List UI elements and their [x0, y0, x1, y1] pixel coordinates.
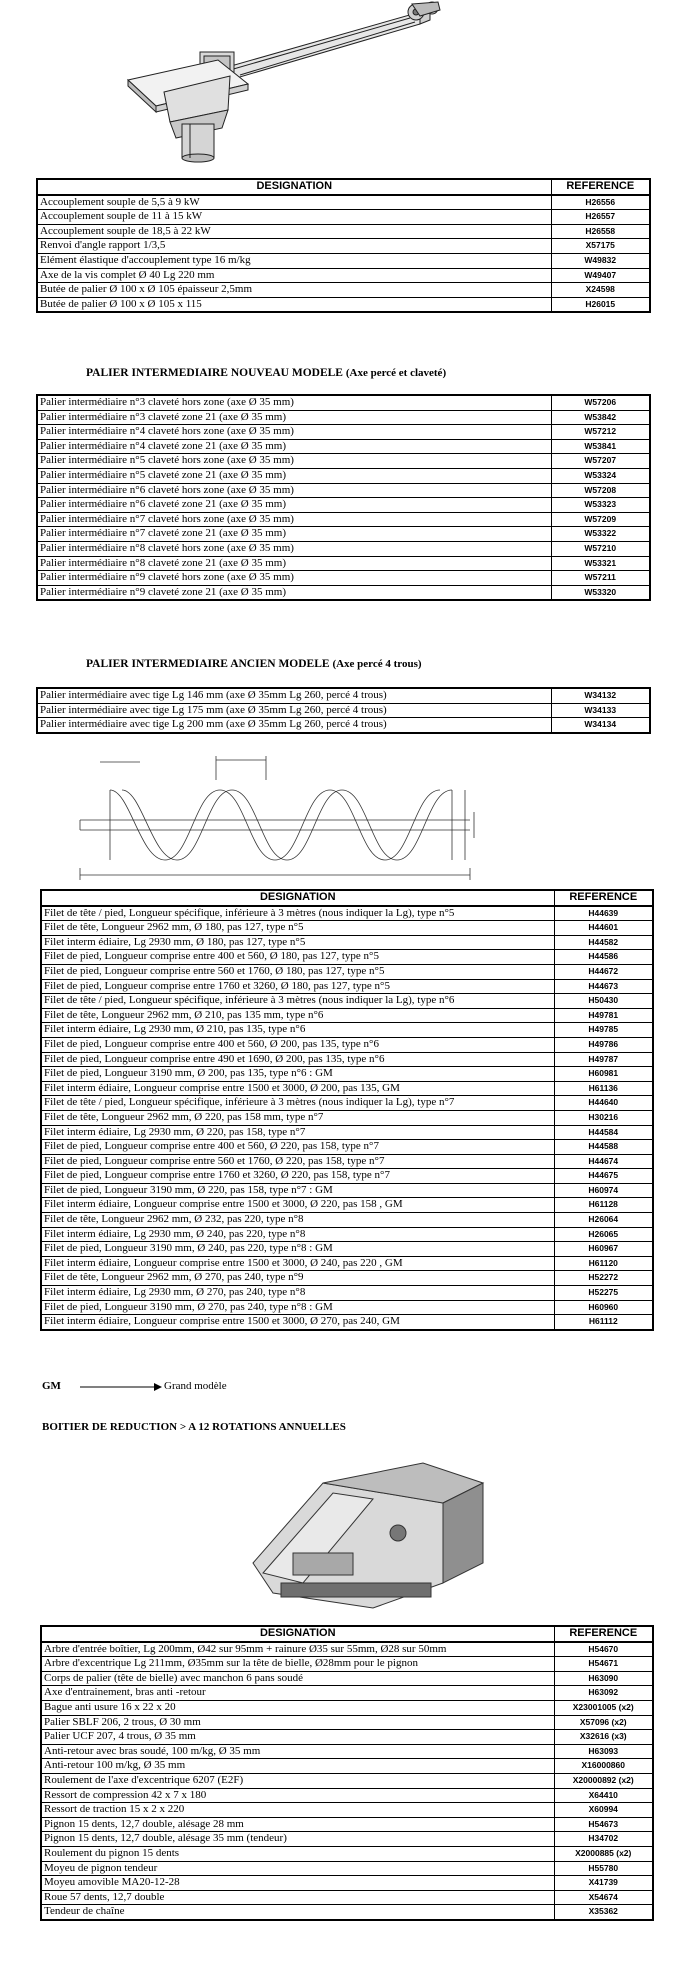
table-row: [37, 224, 650, 239]
designation-cell: Roulement du pignon 15 dents: [41, 1846, 554, 1861]
gm-meaning: Grand modèle: [164, 1380, 227, 1392]
reference-cell: H54670: [554, 1642, 653, 1657]
table-row: [41, 1832, 653, 1847]
table-row: [37, 688, 650, 703]
designation-cell: Filet de pied, Longueur 3190 mm, Ø 220, pas 158, type n°7 : GM: [41, 1183, 554, 1198]
designation-cell: Filet de tête, Longueur 2962 mm, Ø 270, pas 240, type n°9: [41, 1271, 554, 1286]
reference-header: REFERENCE: [554, 1626, 653, 1642]
reference-cell: H60981: [554, 1067, 653, 1082]
reference-cell: X41739: [554, 1876, 653, 1891]
table-row: [41, 1905, 653, 1920]
designation-cell: Pignon 15 dents, 12,7 double, alésage 35 mm (tendeur): [41, 1832, 554, 1847]
table-header-row: [41, 890, 653, 906]
designation-cell: Butée de palier Ø 100 x Ø 105 épaisseur 2,5mm: [37, 283, 551, 298]
reference-cell: H44582: [554, 935, 653, 950]
reference-cell: H60967: [554, 1242, 653, 1257]
reference-cell: H44673: [554, 979, 653, 994]
table-row: [37, 410, 650, 425]
reference-cell: X64410: [554, 1788, 653, 1803]
reference-cell: X57096 (x2): [554, 1715, 653, 1730]
designation-cell: Filet interm édiaire, Lg 2930 mm, Ø 220, pas 158, type n°7: [41, 1125, 554, 1140]
reference-cell: H34702: [554, 1832, 653, 1847]
table-row: [41, 1140, 653, 1155]
designation-cell: Palier intermédiaire avec tige Lg 200 mm (axe Ø 35mm Lg 260, percé 4 trous): [37, 718, 551, 733]
table-row: [41, 1008, 653, 1023]
table-row: [37, 454, 650, 469]
reference-cell: W49832: [551, 253, 650, 268]
reference-cell: W57208: [551, 483, 650, 498]
reference-cell: H60974: [554, 1183, 653, 1198]
designation-cell: Filet de tête / pied, Longueur spécifique, inférieure à 3 mètres (nous indiquer la Lg), type n°5: [41, 906, 554, 921]
table-row: [37, 253, 650, 268]
table-row: [41, 1242, 653, 1257]
designation-cell: Accouplement souple de 5,5 à 9 kW: [37, 195, 551, 210]
reference-cell: H63092: [554, 1686, 653, 1701]
table-row: [41, 1227, 653, 1242]
table-row: [41, 1154, 653, 1169]
designation-cell: Filet de tête, Longueur 2962 mm, Ø 210, pas 135 mm, type n°6: [41, 1008, 554, 1023]
section-title-new-model: [86, 367, 446, 379]
table-row: [37, 468, 650, 483]
reference-cell: H49786: [554, 1037, 653, 1052]
table-row: [41, 906, 653, 921]
reference-cell: H50430: [554, 994, 653, 1009]
gearbox-parts-table: [40, 1625, 654, 1921]
table-row: [41, 1096, 653, 1111]
designation-cell: Roue 57 dents, 12,7 double: [41, 1890, 554, 1905]
table-row: [37, 703, 650, 718]
table-row: [41, 1817, 653, 1832]
reference-cell: H52275: [554, 1286, 653, 1301]
designation-cell: Filet de tête, Longueur 2962 mm, Ø 180, pas 127, type n°5: [41, 921, 554, 936]
reference-cell: W57211: [551, 571, 650, 586]
table-row: [37, 585, 650, 600]
reference-cell: W53323: [551, 498, 650, 513]
reference-cell: W34132: [551, 688, 650, 703]
designation-cell: Palier intermédiaire avec tige Lg 146 mm (axe Ø 35mm Lg 260, percé 4 trous): [37, 688, 551, 703]
designation-cell: Ressort de traction 15 x 2 x 220: [41, 1803, 554, 1818]
reference-cell: W49407: [551, 268, 650, 283]
designation-cell: Palier intermédiaire n°3 claveté zone 21 (axe Ø 35 mm): [37, 410, 551, 425]
table-row: [41, 1788, 653, 1803]
reference-cell: X60994: [554, 1803, 653, 1818]
reference-cell: X2000885 (x2): [554, 1846, 653, 1861]
table-row: [41, 1256, 653, 1271]
table-row: [37, 210, 650, 225]
table-row: [41, 1657, 653, 1672]
screw-flights-table: [40, 889, 654, 1331]
section-title-text: PALIER INTERMEDIAIRE NOUVEAU MODELE: [86, 367, 343, 379]
reference-cell: X24598: [551, 283, 650, 298]
designation-cell: Filet de pied, Longueur comprise entre 1760 et 3260, Ø 180, pas 127, type n°5: [41, 979, 554, 994]
designation-cell: Filet de tête / pied, Longueur spécifique, inférieure à 3 mètres (nous indiquer la Lg), type n°6: [41, 994, 554, 1009]
table-row: [37, 512, 650, 527]
reference-cell: H49787: [554, 1052, 653, 1067]
designation-header: DESIGNATION: [41, 1626, 554, 1642]
table-row: [41, 950, 653, 965]
table-row: [41, 994, 653, 1009]
table-row: [41, 1671, 653, 1686]
reference-cell: W53841: [551, 439, 650, 454]
reference-cell: X23001005 (x2): [554, 1700, 653, 1715]
table-row: [41, 1081, 653, 1096]
reference-cell: X57175: [551, 239, 650, 254]
designation-cell: Palier intermédiaire n°6 claveté zone 21 (axe Ø 35 mm): [37, 498, 551, 513]
section-title-text: BOITIER DE REDUCTION > A 12 ROTATIONS ANNUELLES: [42, 1421, 346, 1433]
designation-cell: Moyeu de pignon tendeur: [41, 1861, 554, 1876]
reference-cell: H54673: [554, 1817, 653, 1832]
designation-cell: Moyeu amovible MA20-12-28: [41, 1876, 554, 1891]
table-row: [37, 556, 650, 571]
reference-cell: H44584: [554, 1125, 653, 1140]
designation-cell: Ressort de compression 42 x 7 x 180: [41, 1788, 554, 1803]
reference-cell: H26556: [551, 195, 650, 210]
table-row: [41, 1169, 653, 1184]
table-row: [41, 1759, 653, 1774]
table-row: [41, 1037, 653, 1052]
designation-cell: Filet de pied, Longueur 3190 mm, Ø 270, pas 240, type n°8 : GM: [41, 1300, 554, 1315]
designation-cell: Corps de palier (tête de bielle) avec manchon 6 pans soudé: [41, 1671, 554, 1686]
reference-cell: H61112: [554, 1315, 653, 1330]
designation-cell: Accouplement souple de 18,5 à 22 kW: [37, 224, 551, 239]
reference-cell: W57210: [551, 541, 650, 556]
designation-cell: Palier intermédiaire n°9 claveté zone 21 (axe Ø 35 mm): [37, 585, 551, 600]
reference-cell: W57206: [551, 395, 650, 410]
reference-cell: H52272: [554, 1271, 653, 1286]
table-row: [41, 1271, 653, 1286]
reference-cell: H49781: [554, 1008, 653, 1023]
table-row: [41, 1803, 653, 1818]
designation-cell: Palier intermédiaire n°4 claveté hors zone (axe Ø 35 mm): [37, 425, 551, 440]
reference-cell: H44639: [554, 906, 653, 921]
table-row: [37, 283, 650, 298]
designation-cell: Elément élastique d'accouplement type 16 m/kg: [37, 253, 551, 268]
reference-cell: X20000892 (x2): [554, 1773, 653, 1788]
designation-cell: Anti-retour avec bras soudé, 100 m/kg, Ø 35 mm: [41, 1744, 554, 1759]
table-row: [41, 1686, 653, 1701]
designation-cell: Palier intermédiaire n°8 claveté hors zone (axe Ø 35 mm): [37, 541, 551, 556]
designation-cell: Accouplement souple de 11 à 15 kW: [37, 210, 551, 225]
designation-cell: Anti-retour 100 m/kg, Ø 35 mm: [41, 1759, 554, 1774]
table-row: [37, 268, 650, 283]
reference-cell: W53320: [551, 585, 650, 600]
designation-cell: Arbre d'entrée boîtier, Lg 200mm, Ø42 sur 95mm + rainure Ø35 sur 55mm, Ø28 sur 50mm: [41, 1642, 554, 1657]
table-row: [41, 1642, 653, 1657]
table-row: [41, 1023, 653, 1038]
designation-cell: Palier SBLF 206, 2 trous, Ø 30 mm: [41, 1715, 554, 1730]
table-row: [37, 297, 650, 312]
table-row: [41, 1300, 653, 1315]
table-row: [41, 1213, 653, 1228]
intermediate-bearing-new-table: [36, 394, 651, 601]
section-subtitle-text: (Axe percé 4 trous): [332, 658, 422, 670]
designation-header: DESIGNATION: [37, 179, 551, 195]
table-row: [37, 498, 650, 513]
designation-cell: Axe d'entrainement, bras anti -retour: [41, 1686, 554, 1701]
section-title-gearbox: [42, 1421, 346, 1433]
table-row: [41, 1700, 653, 1715]
designation-cell: Filet de pied, Longueur comprise entre 400 et 560, Ø 200, pas 135, type n°6: [41, 1037, 554, 1052]
section-title-text: PALIER INTERMEDIAIRE ANCIEN MODELE: [86, 658, 330, 670]
designation-cell: Palier intermédiaire n°7 claveté hors zone (axe Ø 35 mm): [37, 512, 551, 527]
reference-cell: H55780: [554, 1861, 653, 1876]
table-row: [37, 483, 650, 498]
designation-cell: Filet de pied, Longueur comprise entre 400 et 560, Ø 180, pas 127, type n°5: [41, 950, 554, 965]
table-row: [41, 1067, 653, 1082]
designation-cell: Filet de pied, Longueur comprise entre 560 et 1760, Ø 220, pas 158, type n°7: [41, 1154, 554, 1169]
table-row: [37, 395, 650, 410]
reference-cell: H26557: [551, 210, 650, 225]
designation-cell: Butée de palier Ø 100 x Ø 105 x 115: [37, 297, 551, 312]
table-row: [41, 1876, 653, 1891]
reference-header: REFERENCE: [554, 890, 653, 906]
designation-cell: Filet de pied, Longueur 3190 mm, Ø 200, pas 135, type n°6 : GM: [41, 1067, 554, 1082]
designation-cell: Filet de tête, Longueur 2962 mm, Ø 220, pas 158 mm, type n°7: [41, 1110, 554, 1125]
designation-cell: Palier intermédiaire n°3 claveté hors zone (axe Ø 35 mm): [37, 395, 551, 410]
reference-cell: W57212: [551, 425, 650, 440]
table-row: [41, 1744, 653, 1759]
reference-cell: H44674: [554, 1154, 653, 1169]
intermediate-bearing-old-table: [36, 687, 651, 734]
designation-cell: Renvoi d'angle rapport 1/3,5: [37, 239, 551, 254]
table-row: [41, 1286, 653, 1301]
designation-cell: Palier intermédiaire n°4 claveté zone 21 (axe Ø 35 mm): [37, 439, 551, 454]
reference-cell: H26065: [554, 1227, 653, 1242]
designation-cell: Filet interm édiaire, Lg 2930 mm, Ø 270, pas 240, type n°8: [41, 1286, 554, 1301]
table-row: [37, 425, 650, 440]
designation-cell: Bague anti usure 16 x 22 x 20: [41, 1700, 554, 1715]
reference-header: REFERENCE: [551, 179, 650, 195]
table-row: [41, 1183, 653, 1198]
gm-legend: [42, 1380, 242, 1396]
designation-cell: Filet de pied, Longueur 3190 mm, Ø 240, pas 220, type n°8 : GM: [41, 1242, 554, 1257]
table-row: [41, 979, 653, 994]
table-row: [41, 1315, 653, 1330]
designation-cell: Palier intermédiaire n°9 claveté hors zone (axe Ø 35 mm): [37, 571, 551, 586]
table-row: [41, 1198, 653, 1213]
designation-cell: Filet interm édiaire, Longueur comprise entre 1500 et 3000, Ø 220, pas 158 , GM: [41, 1198, 554, 1213]
table-row: [37, 718, 650, 733]
reference-cell: H44640: [554, 1096, 653, 1111]
table-row: [37, 439, 650, 454]
designation-cell: Filet de pied, Longueur comprise entre 1760 et 3260, Ø 220, pas 158, type n°7: [41, 1169, 554, 1184]
reference-cell: H60960: [554, 1300, 653, 1315]
designation-cell: Filet de pied, Longueur comprise entre 490 et 1690, Ø 200, pas 135, type n°6: [41, 1052, 554, 1067]
designation-cell: Filet de tête, Longueur 2962 mm, Ø 232, pas 220, type n°8: [41, 1213, 554, 1228]
table-header-row: [41, 1626, 653, 1642]
accessories-table: [36, 178, 651, 313]
table-header-row: [37, 179, 650, 195]
reference-cell: W53842: [551, 410, 650, 425]
designation-cell: Filet interm édiaire, Lg 2930 mm, Ø 210, pas 135, type n°6: [41, 1023, 554, 1038]
table-row: [41, 921, 653, 936]
table-row: [41, 935, 653, 950]
designation-cell: Tendeur de chaîne: [41, 1905, 554, 1920]
reference-cell: W57209: [551, 512, 650, 527]
reference-cell: X35362: [554, 1905, 653, 1920]
reference-cell: H63090: [554, 1671, 653, 1686]
table-row: [41, 1773, 653, 1788]
designation-cell: Filet de tête / pied, Longueur spécifique, inférieure à 3 mètres (nous indiquer la Lg), type n°7: [41, 1096, 554, 1111]
arrow-right-icon: [80, 1382, 162, 1392]
designation-cell: Palier intermédiaire n°5 claveté zone 21 (axe Ø 35 mm): [37, 468, 551, 483]
reference-cell: X54674: [554, 1890, 653, 1905]
designation-cell: Filet interm édiaire, Lg 2930 mm, Ø 240, pas 220, type n°8: [41, 1227, 554, 1242]
reference-cell: H26015: [551, 297, 650, 312]
designation-cell: Filet interm édiaire, Longueur comprise entre 1500 et 3000, Ø 270, pas 240, GM: [41, 1315, 554, 1330]
reference-cell: W57207: [551, 454, 650, 469]
reference-cell: W53322: [551, 527, 650, 542]
reference-cell: H61128: [554, 1198, 653, 1213]
table-row: [41, 1890, 653, 1905]
designation-cell: Pignon 15 dents, 12,7 double, alésage 28 mm: [41, 1817, 554, 1832]
designation-cell: Palier intermédiaire n°5 claveté hors zone (axe Ø 35 mm): [37, 454, 551, 469]
table-row: [37, 541, 650, 556]
reference-cell: X16000860: [554, 1759, 653, 1774]
designation-cell: Filet interm édiaire, Longueur comprise entre 1500 et 3000, Ø 200, pas 135, GM: [41, 1081, 554, 1096]
designation-cell: Filet interm édiaire, Lg 2930 mm, Ø 180, pas 127, type n°5: [41, 935, 554, 950]
designation-cell: Roulement de l'axe d'excentrique 6207 (E2F): [41, 1773, 554, 1788]
table-row: [41, 1052, 653, 1067]
table-row: [41, 1846, 653, 1861]
reference-cell: H44601: [554, 921, 653, 936]
reference-cell: H44586: [554, 950, 653, 965]
section-title-old-model: [86, 658, 422, 670]
reference-cell: H44675: [554, 1169, 653, 1184]
reference-cell: W53324: [551, 468, 650, 483]
table-row: [41, 1125, 653, 1140]
table-row: [41, 964, 653, 979]
designation-cell: Axe de la vis complet Ø 40 Lg 220 mm: [37, 268, 551, 283]
reference-cell: H63093: [554, 1744, 653, 1759]
designation-cell: Palier intermédiaire avec tige Lg 175 mm (axe Ø 35mm Lg 260, percé 4 trous): [37, 703, 551, 718]
reference-cell: W53321: [551, 556, 650, 571]
reference-cell: H26558: [551, 224, 650, 239]
designation-cell: Filet de pied, Longueur comprise entre 560 et 1760, Ø 180, pas 127, type n°5: [41, 964, 554, 979]
table-row: [37, 527, 650, 542]
designation-cell: Filet de pied, Longueur comprise entre 400 et 560, Ø 220, pas 158, type n°7: [41, 1140, 554, 1155]
designation-cell: Palier intermédiaire n°7 claveté zone 21 (axe Ø 35 mm): [37, 527, 551, 542]
reference-cell: H49785: [554, 1023, 653, 1038]
gearbox-illustration: [193, 1443, 496, 1616]
reference-cell: H54671: [554, 1657, 653, 1672]
auger-machine-illustration: [120, 0, 560, 170]
designation-cell: Palier UCF 207, 4 trous, Ø 35 mm: [41, 1730, 554, 1745]
table-row: [37, 239, 650, 254]
table-row: [37, 571, 650, 586]
designation-cell: Palier intermédiaire n°6 claveté hors zone (axe Ø 35 mm): [37, 483, 551, 498]
table-row: [41, 1861, 653, 1876]
reference-cell: X32616 (x3): [554, 1730, 653, 1745]
reference-cell: W34133: [551, 703, 650, 718]
table-row: [37, 195, 650, 210]
designation-cell: Filet interm édiaire, Longueur comprise entre 1500 et 3000, Ø 240, pas 220 , GM: [41, 1256, 554, 1271]
reference-cell: H44588: [554, 1140, 653, 1155]
table-row: [41, 1730, 653, 1745]
reference-cell: H30216: [554, 1110, 653, 1125]
section-subtitle-text: (Axe percé et claveté): [345, 367, 447, 379]
auger-screw-drawing: [70, 750, 490, 885]
table-row: [41, 1715, 653, 1730]
reference-cell: H26064: [554, 1213, 653, 1228]
gm-abbreviation: GM: [42, 1380, 61, 1392]
table-row: [41, 1110, 653, 1125]
reference-cell: H44672: [554, 964, 653, 979]
reference-cell: W34134: [551, 718, 650, 733]
designation-cell: Palier intermédiaire n°8 claveté zone 21 (axe Ø 35 mm): [37, 556, 551, 571]
reference-cell: H61120: [554, 1256, 653, 1271]
designation-cell: Arbre d'excentrique Lg 211mm, Ø35mm sur la tête de bielle, Ø28mm pour le pignon: [41, 1657, 554, 1672]
reference-cell: H61136: [554, 1081, 653, 1096]
designation-header: DESIGNATION: [41, 890, 554, 906]
